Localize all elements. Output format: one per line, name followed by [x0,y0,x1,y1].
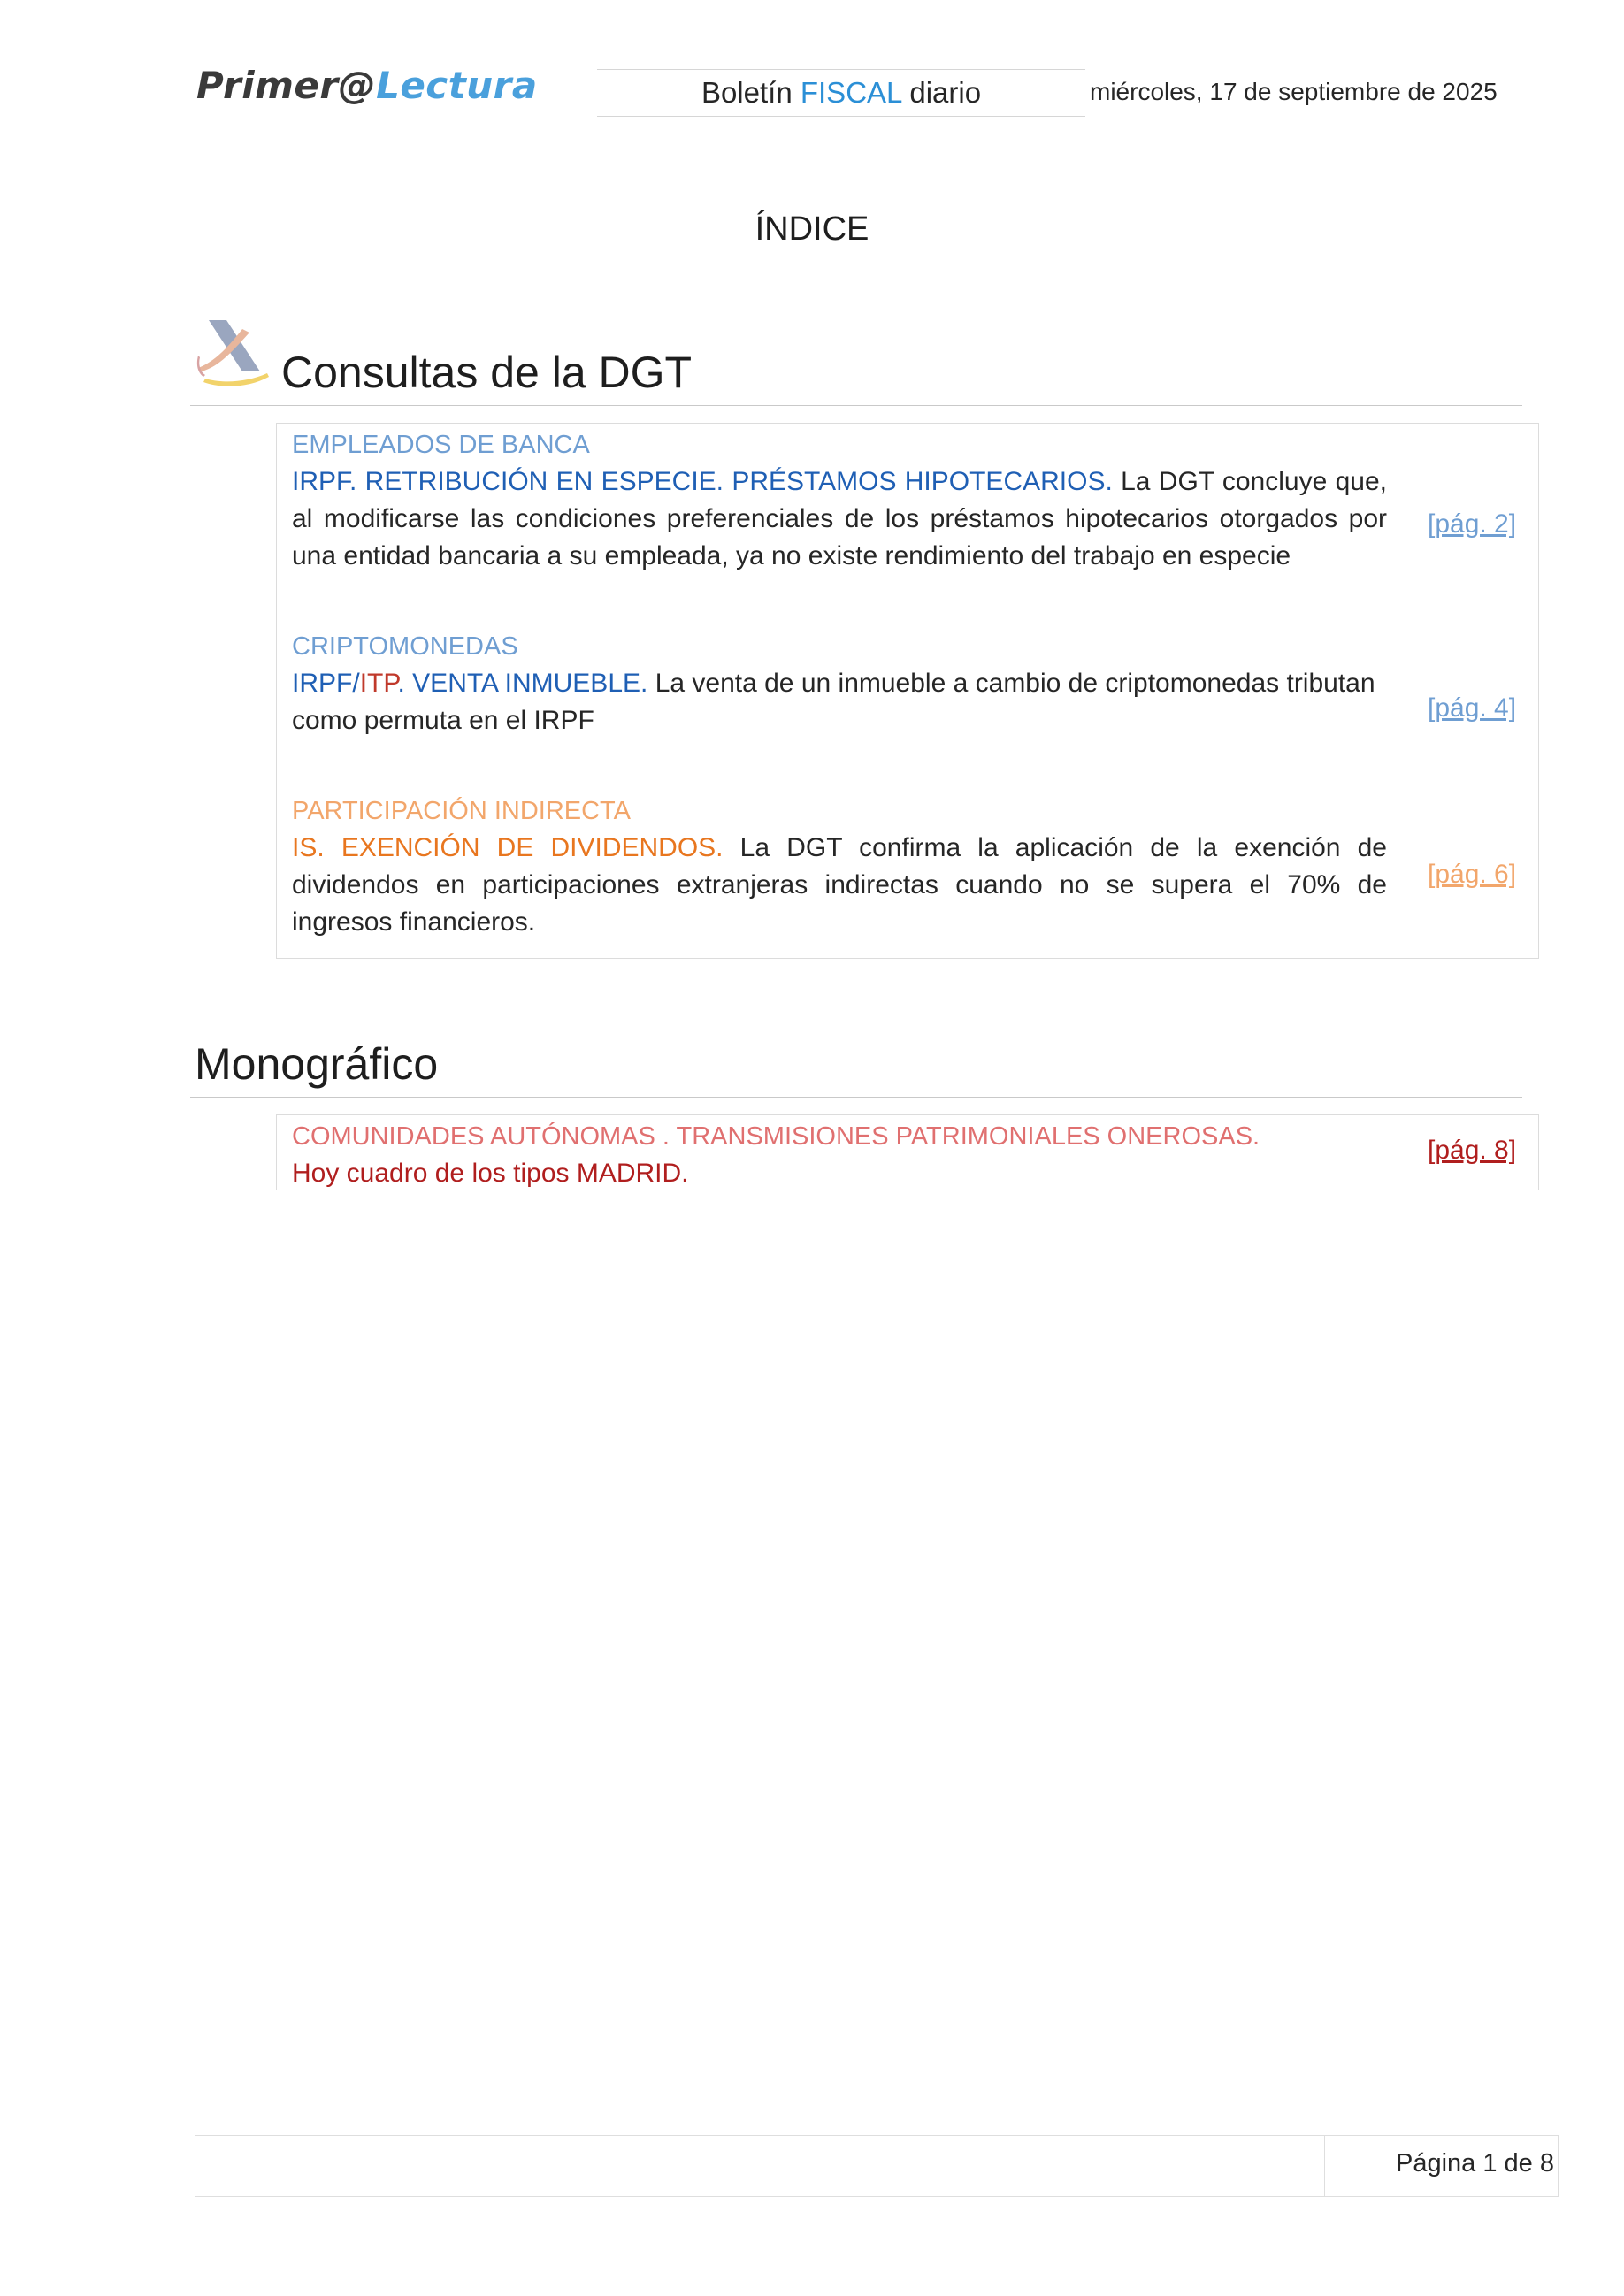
title-pre: Boletín [701,76,801,109]
footer-separator [1324,2135,1325,2197]
entry-category: CRIPTOMONEDAS [292,632,518,661]
entry-topic: IS. EXENCIÓN DE DIVIDENDOS. [292,833,724,862]
brand-logo [196,64,538,107]
bulletin-title [597,69,1085,117]
entry-topic-rest: . VENTA INMUEBLE. [397,669,648,698]
monografico-category: COMUNIDADES AUTÓNOMAS . TRANSMISIONES PATRIMONIALES ONEROSAS. [292,1122,1260,1151]
title-fiscal: FISCAL [800,76,902,109]
monografico-rule [190,1097,1522,1098]
entry-topic-itp: ITP [359,669,398,698]
title-post: diario [901,76,982,109]
page-link-4[interactable]: [pág. 4] [1428,693,1517,723]
page-link-8[interactable]: [pág. 8] [1428,1136,1517,1165]
monografico-heading: Monográfico [195,1039,439,1089]
entry-topic-sep: / [352,669,360,698]
logo-text-lectura: Lectura [376,64,538,107]
list-item [292,426,1387,575]
entry-description: La DGT concluye que, al modificarse las condiciones preferenciales de los préstamos hipotecarios otorgados por una entidad bancaria a su empleada, ya no existe rendimiento del trabajo en especie [292,467,1387,570]
entry-topic-irpf: IRPF [292,669,353,698]
page-link-2[interactable]: [pág. 2] [1428,509,1517,539]
entry-category: EMPLEADOS DE BANCA [292,431,590,459]
logo-text-primer: Primer@ [196,64,377,107]
consultas-rule [190,405,1522,406]
entry-topic: IRPF. RETRIBUCIÓN EN ESPECIE. PRÉSTAMOS HIPOTECARIOS. [292,467,1113,496]
entry-text [292,830,1387,941]
header-date: miércoles, 17 de septiembre de 2025 [1090,78,1498,105]
monografico-text: Hoy cuadro de los tipos MADRID. [292,1159,689,1188]
consultas-heading: Consultas de la DGT [281,348,693,397]
list-item [292,628,1387,739]
tax-agency-logo-icon [196,317,271,387]
entry-description: La DGT confirma la aplicación de la exención de dividendos en participaciones extranjeras indirectas cuando no se supera el 70% de ingresos financieros. [292,833,1387,937]
footer-box [195,2135,1559,2197]
entry-text [292,665,1387,739]
entry-description: La venta de un inmueble a cambio de criptomonedas tributan como permuta en el IRPF [292,669,1375,735]
page-number: Página 1 de 8 [1396,2149,1554,2177]
entry-category: PARTICIPACIÓN INDIRECTA [292,797,631,825]
list-item [292,792,1387,941]
index-title: ÍNDICE [755,210,869,248]
entry-text [292,463,1387,575]
list-item [292,1118,1387,1192]
page-link-6[interactable]: [pág. 6] [1428,860,1517,889]
